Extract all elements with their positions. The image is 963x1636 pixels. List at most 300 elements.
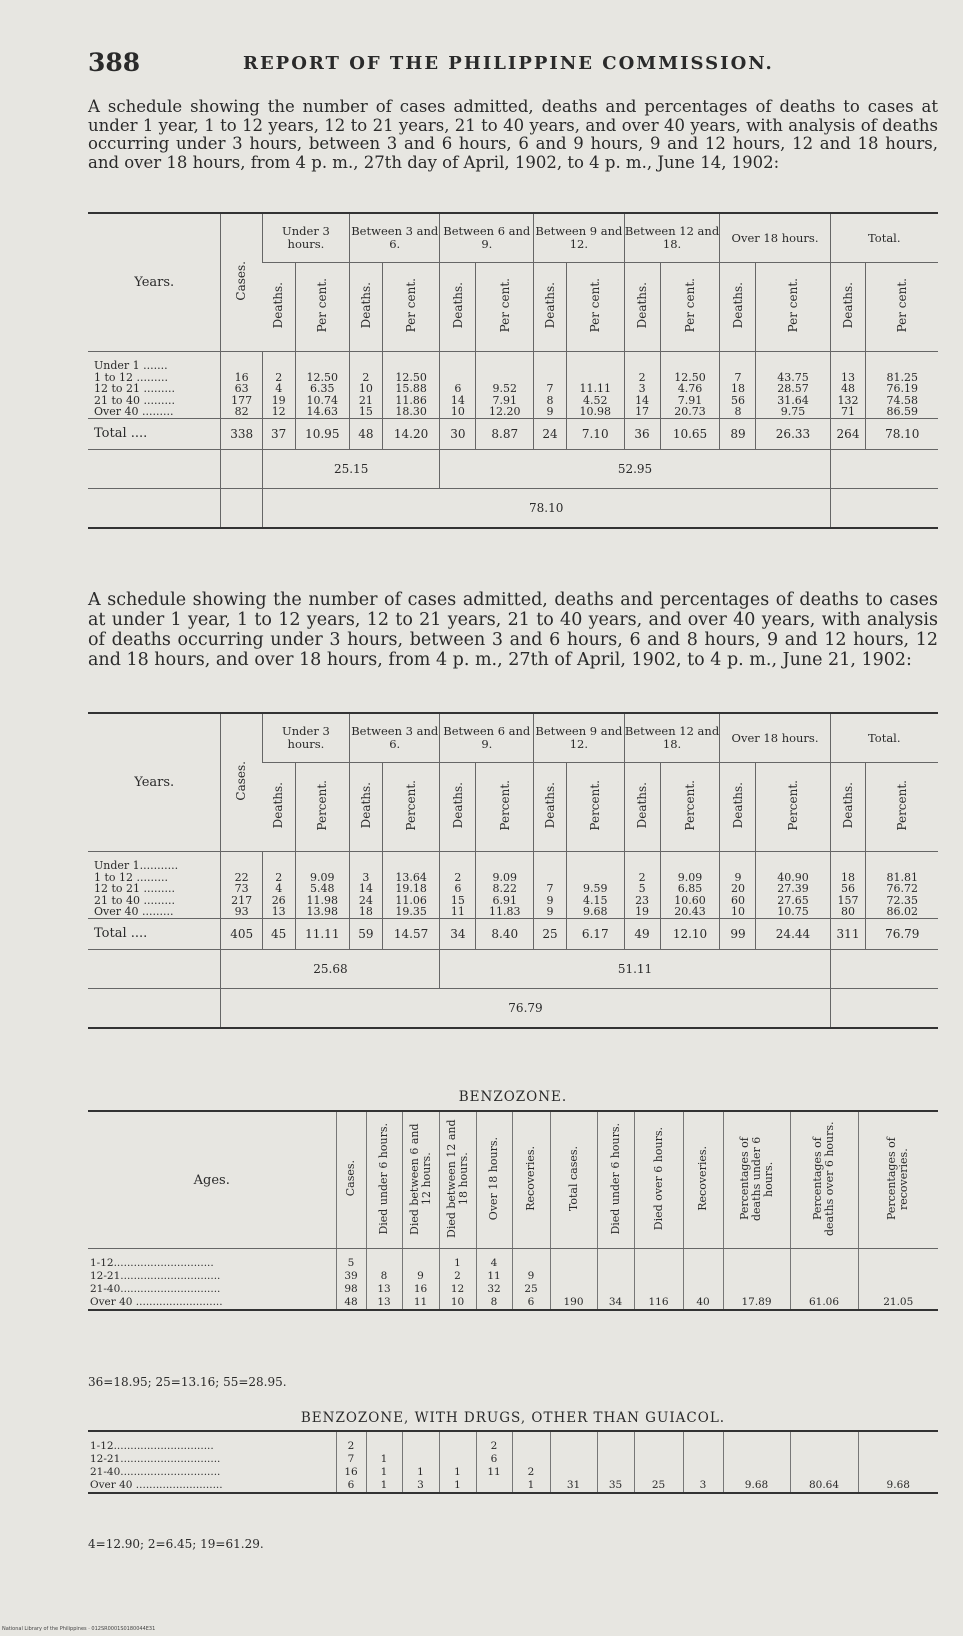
data-cell: 60 bbox=[730, 893, 745, 907]
data-cell: 73 bbox=[234, 882, 249, 895]
data-cell bbox=[263, 360, 295, 372]
data-column bbox=[756, 358, 830, 418]
data-cell bbox=[683, 1466, 723, 1479]
data-cell: 7 bbox=[336, 1453, 366, 1466]
data-rows bbox=[88, 358, 938, 418]
data-cell: 74.58 bbox=[886, 393, 918, 407]
total-row bbox=[88, 918, 938, 949]
total-cell: 37 bbox=[262, 418, 295, 449]
data-cell bbox=[550, 1257, 597, 1270]
data-cell bbox=[858, 1466, 938, 1479]
data-cell bbox=[476, 360, 533, 372]
data-cell: 71 bbox=[841, 405, 855, 418]
data-cell bbox=[756, 860, 829, 872]
benz-column-header: Died between 12 and 18 hours. bbox=[439, 1111, 476, 1249]
data-cell: 13.98 bbox=[306, 905, 339, 918]
year-label: 12 to 21 ......... bbox=[94, 882, 175, 895]
data-cell: 35 bbox=[597, 1479, 634, 1493]
data-cell: 2 bbox=[476, 1440, 512, 1453]
percent-subheader: Per cent. bbox=[756, 263, 830, 352]
table-row bbox=[88, 1296, 938, 1310]
data-cell: 22 bbox=[234, 870, 249, 884]
data-cell: 13 bbox=[841, 370, 855, 384]
data-cell: 19.18 bbox=[395, 882, 427, 895]
data-cell: 18 bbox=[358, 905, 373, 918]
data-cell: 31 bbox=[550, 1479, 597, 1493]
group-header: Between 9 and 12. bbox=[534, 713, 624, 763]
data-cell: 12.50 bbox=[306, 370, 339, 384]
group-header: Total. bbox=[830, 213, 938, 263]
data-cell: 40.90 bbox=[777, 870, 809, 884]
data-cell: 9 bbox=[546, 893, 554, 907]
data-cell bbox=[402, 1440, 439, 1453]
grand-total-percent: 78.10 bbox=[262, 488, 830, 528]
footer-credit: National Library of the Philippines · 012SR0001S0180044E31 bbox=[2, 1626, 156, 1632]
data-cell: 6.91 bbox=[492, 893, 518, 907]
data-cell: 82 bbox=[234, 405, 249, 418]
data-cell: 3 bbox=[683, 1479, 723, 1493]
percent-subheader: Percent. bbox=[756, 763, 830, 852]
ages-header: Ages. bbox=[88, 1111, 336, 1249]
deaths-subheader: Deaths. bbox=[262, 263, 295, 352]
data-cell: 5 bbox=[638, 882, 646, 895]
data-rows bbox=[88, 858, 938, 918]
data-cell: 86.59 bbox=[886, 405, 918, 418]
data-column bbox=[756, 858, 830, 918]
group-header: Between 6 and 9. bbox=[440, 713, 534, 763]
data-cell: 39 bbox=[336, 1270, 366, 1283]
subtotal-under-6: 25.15 bbox=[262, 449, 440, 488]
data-cell: 34 bbox=[597, 1296, 634, 1310]
data-cell bbox=[550, 1466, 597, 1479]
data-cell: 13 bbox=[366, 1283, 402, 1296]
data-cell: 15 bbox=[450, 893, 465, 907]
total-cell: 311 bbox=[830, 918, 866, 949]
data-cell bbox=[756, 360, 829, 372]
data-cell bbox=[661, 360, 720, 372]
subtotal-over-6: 52.95 bbox=[440, 449, 830, 488]
total-cell: 10.65 bbox=[660, 418, 720, 449]
group-header: Between 12 and 18. bbox=[624, 713, 720, 763]
year-label: 12 to 21 ......... bbox=[94, 382, 175, 395]
group-header: Under 3 hours. bbox=[262, 213, 349, 263]
data-cell bbox=[534, 360, 566, 372]
benz-column-header: Percentages of recoveries. bbox=[858, 1111, 938, 1249]
total-cell: 24.44 bbox=[756, 918, 830, 949]
data-cell bbox=[831, 860, 866, 872]
total-cell: 12.10 bbox=[660, 918, 720, 949]
percent-subheader: Per cent. bbox=[476, 263, 534, 352]
data-cell bbox=[723, 1466, 790, 1479]
data-column bbox=[262, 858, 295, 918]
total-cell: 45 bbox=[262, 918, 295, 949]
data-column bbox=[295, 358, 349, 418]
data-cell bbox=[366, 1257, 402, 1270]
total-cell: 338 bbox=[221, 418, 262, 449]
data-cell bbox=[625, 860, 660, 872]
data-cell bbox=[858, 1453, 938, 1466]
data-cell: 4 bbox=[476, 1257, 512, 1270]
data-cell: 9.09 bbox=[492, 870, 518, 884]
data-cell: 98 bbox=[336, 1283, 366, 1296]
data-cell: 28.57 bbox=[777, 382, 809, 395]
data-cell bbox=[296, 360, 349, 372]
data-cell: 14.63 bbox=[306, 405, 339, 418]
years-header: Years. bbox=[88, 213, 221, 352]
data-cell: 10 bbox=[450, 405, 465, 418]
group-header: Between 9 and 12. bbox=[534, 213, 624, 263]
data-cell bbox=[634, 1440, 683, 1453]
data-cell bbox=[720, 360, 755, 372]
year-label: 21 to 40 ......... bbox=[94, 893, 175, 907]
data-cell: 177 bbox=[231, 393, 253, 407]
data-cell: 14 bbox=[635, 393, 650, 407]
data-cell: 9.68 bbox=[858, 1479, 938, 1493]
data-column bbox=[624, 358, 660, 418]
data-cell: 6 bbox=[512, 1296, 550, 1310]
data-cell bbox=[683, 1257, 723, 1270]
data-cell bbox=[720, 860, 755, 872]
data-cell bbox=[366, 1440, 402, 1453]
age-label: 12-21.............................. bbox=[90, 1453, 221, 1465]
data-cell bbox=[263, 860, 295, 872]
data-cell: 7 bbox=[734, 370, 742, 384]
table-row bbox=[88, 1283, 938, 1296]
group-header: Under 3 hours. bbox=[262, 713, 349, 763]
total-cell: 24 bbox=[534, 418, 567, 449]
total-cell: 26.33 bbox=[756, 418, 830, 449]
data-cell: 9.68 bbox=[723, 1479, 790, 1493]
subtotal-under-6: 25.68 bbox=[221, 949, 440, 988]
data-cell: 9.52 bbox=[492, 382, 518, 395]
total-cell: 25 bbox=[534, 918, 567, 949]
percent-subheader: Per cent. bbox=[566, 263, 624, 352]
data-cell: 15.88 bbox=[395, 382, 427, 395]
data-cell: 9 bbox=[512, 1270, 550, 1283]
data-cell: 9 bbox=[546, 405, 554, 418]
data-cell bbox=[597, 1466, 634, 1479]
data-column bbox=[382, 858, 440, 918]
data-cell bbox=[476, 860, 533, 872]
data-cell: 4.15 bbox=[582, 893, 608, 907]
benz-column-header: Percentages of deaths under 6 hours. bbox=[723, 1111, 790, 1249]
data-cell: 132 bbox=[837, 393, 859, 407]
data-cell: 56 bbox=[730, 393, 745, 407]
data-cell bbox=[296, 860, 349, 872]
data-column bbox=[660, 858, 720, 918]
total-cell: 264 bbox=[830, 418, 866, 449]
data-cell bbox=[350, 860, 382, 872]
data-cell: 8.22 bbox=[492, 882, 518, 895]
total-cell: 11.11 bbox=[295, 918, 349, 949]
data-cell: 7.91 bbox=[492, 393, 518, 407]
percent-subheader: Percent. bbox=[476, 763, 534, 852]
data-cell: 32 bbox=[476, 1283, 512, 1296]
data-cell bbox=[550, 1283, 597, 1296]
data-cell bbox=[350, 360, 382, 372]
benzozone-title: BENZOZONE. bbox=[458, 1089, 568, 1105]
data-column bbox=[350, 858, 383, 918]
deaths-subheader: Deaths. bbox=[830, 263, 866, 352]
data-column bbox=[660, 358, 720, 418]
data-cell bbox=[634, 1270, 683, 1283]
data-cell: 10.75 bbox=[777, 905, 809, 918]
year-label: Under 1........... bbox=[94, 859, 179, 872]
data-cell: 8 bbox=[366, 1270, 402, 1283]
data-column bbox=[566, 858, 624, 918]
data-cell: 2 bbox=[638, 370, 646, 384]
percent-subheader: Percent. bbox=[866, 763, 938, 852]
deaths-subheader: Deaths. bbox=[720, 763, 756, 852]
data-cell: 8 bbox=[476, 1296, 512, 1310]
total-cell: 48 bbox=[350, 418, 383, 449]
data-cell: 40 bbox=[683, 1296, 723, 1310]
total-cell: 59 bbox=[350, 918, 383, 949]
data-cell: 15 bbox=[358, 405, 373, 418]
data-cell: 9 bbox=[546, 905, 554, 918]
data-cell bbox=[383, 860, 440, 872]
year-label: 21 to 40 ......... bbox=[94, 393, 175, 407]
data-cell: 20.73 bbox=[674, 405, 706, 418]
data-cell: 20.43 bbox=[674, 905, 706, 918]
data-cell: 2 bbox=[454, 870, 462, 884]
data-cell bbox=[550, 1453, 597, 1466]
data-cell: 48 bbox=[336, 1296, 366, 1310]
total-cell: 14.57 bbox=[382, 918, 440, 949]
percent-subheader: Per cent. bbox=[295, 263, 349, 352]
percent-subheader: Per cent. bbox=[866, 263, 938, 352]
data-column bbox=[295, 858, 349, 918]
data-cell bbox=[534, 860, 566, 872]
data-cell bbox=[221, 360, 261, 372]
data-cell: 10 bbox=[358, 382, 373, 395]
total-cell: 30 bbox=[440, 418, 476, 449]
benzozone-note: 36=18.95; 25=13.16; 55=28.95. bbox=[88, 1375, 287, 1389]
data-cell: 11.06 bbox=[395, 893, 427, 907]
total-cell: 99 bbox=[720, 918, 756, 949]
data-cell bbox=[597, 1270, 634, 1283]
table-row bbox=[88, 1440, 938, 1453]
data-cell bbox=[723, 1453, 790, 1466]
table-row bbox=[88, 1453, 938, 1466]
data-cell bbox=[866, 360, 938, 372]
data-cell: 8 bbox=[546, 393, 554, 407]
group-header: Between 3 and 6. bbox=[350, 213, 440, 263]
year-label: Over 40 ......... bbox=[94, 905, 174, 918]
data-cell: 116 bbox=[634, 1296, 683, 1310]
data-cell bbox=[683, 1440, 723, 1453]
data-column bbox=[262, 358, 295, 418]
data-column bbox=[476, 858, 534, 918]
age-label: 12-21.............................. bbox=[90, 1270, 221, 1282]
data-cell bbox=[858, 1440, 938, 1453]
data-cell bbox=[440, 360, 475, 372]
data-cell: 16 bbox=[336, 1466, 366, 1479]
data-cell: 61.06 bbox=[790, 1296, 858, 1310]
deaths-subheader: Deaths. bbox=[720, 263, 756, 352]
data-cell: 1 bbox=[439, 1466, 476, 1479]
data-cell: 11 bbox=[450, 905, 465, 918]
data-column bbox=[866, 858, 938, 918]
schedule2-caption: A schedule showing the number of cases admitted, deaths and percentages of deaths to cases at under 1 year, 1 to 12 years, 12 to 21 years, 21 to 40 years, and over 40 years, with analysis of deaths occurring under 3 hours, between 3 and 6 hours, 6 and 8 hours, 9 and 12 hours, 12 and 18 hours, and over 18 hours, from 4 p. m., 27th of April, 1902, to 4 p. m., June 21, 1902: bbox=[88, 590, 938, 670]
data-cell: 2 bbox=[275, 370, 283, 384]
cases-header: Cases. bbox=[221, 213, 262, 352]
data-cell: 7 bbox=[546, 382, 554, 395]
data-cell: 80 bbox=[841, 905, 855, 918]
years-header: Years. bbox=[88, 713, 221, 852]
data-cell: 27.65 bbox=[777, 893, 809, 907]
data-column bbox=[440, 858, 476, 918]
data-cell bbox=[683, 1283, 723, 1296]
year-labels bbox=[88, 358, 221, 418]
year-label: Over 40 ......... bbox=[94, 405, 174, 418]
data-cell: 9.59 bbox=[582, 882, 608, 895]
data-cell bbox=[439, 1453, 476, 1466]
data-cell bbox=[858, 1283, 938, 1296]
data-cell: 1 bbox=[402, 1466, 439, 1479]
data-cell: 10 bbox=[439, 1296, 476, 1310]
data-cell: 76.72 bbox=[886, 882, 918, 895]
data-column bbox=[534, 358, 567, 418]
table-row bbox=[88, 1257, 938, 1270]
data-cell: 27.39 bbox=[777, 882, 809, 895]
data-cell bbox=[723, 1440, 790, 1453]
data-cell bbox=[634, 1453, 683, 1466]
data-cell bbox=[661, 860, 720, 872]
data-cell: 6 bbox=[336, 1479, 366, 1493]
data-cell bbox=[790, 1257, 858, 1270]
data-cell bbox=[790, 1270, 858, 1283]
total-cell: 49 bbox=[624, 918, 660, 949]
data-cell bbox=[831, 360, 866, 372]
total-cell: 89 bbox=[720, 418, 756, 449]
data-cell: 11 bbox=[402, 1296, 439, 1310]
percent-subheader: Percent. bbox=[566, 763, 624, 852]
data-cell bbox=[221, 860, 261, 872]
benzozone-drugs-table bbox=[88, 1430, 938, 1494]
data-cell bbox=[402, 1453, 439, 1466]
data-cell: 48 bbox=[841, 382, 855, 395]
data-cell: 6.85 bbox=[677, 882, 703, 895]
benzozone-drugs-title: BENZOZONE, WITH DRUGS, OTHER THAN GUIACOL. bbox=[300, 1410, 726, 1426]
data-cell: 6.35 bbox=[310, 382, 335, 395]
data-cell bbox=[790, 1466, 858, 1479]
data-cell: 12.50 bbox=[674, 370, 706, 384]
group-header: Over 18 hours. bbox=[720, 213, 830, 263]
data-column bbox=[221, 358, 262, 418]
deaths-subheader: Deaths. bbox=[350, 263, 383, 352]
group-header: Between 3 and 6. bbox=[350, 713, 440, 763]
data-cell: 21.05 bbox=[858, 1296, 938, 1310]
data-cell: 9.09 bbox=[677, 870, 703, 884]
data-column bbox=[720, 858, 756, 918]
data-cell: 10.74 bbox=[306, 393, 339, 407]
data-cell bbox=[512, 1453, 550, 1466]
benz-column-header: Total cases. bbox=[550, 1111, 597, 1249]
year-label: 1 to 12 ......... bbox=[94, 870, 168, 884]
data-cell: 93 bbox=[234, 905, 249, 918]
data-cell: 1 bbox=[366, 1453, 402, 1466]
data-cell: 3 bbox=[362, 870, 370, 884]
page-number: 388 bbox=[88, 48, 141, 77]
data-cell: 1 bbox=[512, 1479, 550, 1493]
data-cell bbox=[550, 1440, 597, 1453]
table-row bbox=[88, 1270, 938, 1283]
data-cell: 5 bbox=[336, 1257, 366, 1270]
benz-column-header: Cases. bbox=[336, 1111, 366, 1249]
data-cell: 23 bbox=[635, 893, 650, 907]
data-cell bbox=[567, 860, 624, 872]
data-cell: 7.91 bbox=[677, 393, 703, 407]
data-cell: 12.50 bbox=[395, 370, 427, 384]
data-cell: 2 bbox=[638, 870, 646, 884]
data-column bbox=[221, 858, 262, 918]
data-cell: 19 bbox=[271, 393, 286, 407]
schedule2-table bbox=[88, 712, 938, 1029]
age-label: Over 40 .......................... bbox=[88, 1479, 336, 1493]
data-column bbox=[566, 358, 624, 418]
data-cell: 13 bbox=[366, 1296, 402, 1310]
data-cell: 31.64 bbox=[777, 393, 809, 407]
data-cell: 4.76 bbox=[677, 382, 703, 395]
data-cell: 9.68 bbox=[582, 905, 608, 918]
data-cell: 1 bbox=[439, 1257, 476, 1270]
age-label: 21-40.............................. bbox=[90, 1466, 221, 1478]
data-cell: 18 bbox=[841, 870, 855, 884]
total-label: Total .... bbox=[88, 918, 221, 949]
data-column bbox=[830, 858, 866, 918]
data-cell: 6 bbox=[454, 882, 462, 895]
data-cell bbox=[597, 1440, 634, 1453]
data-cell: 81.25 bbox=[886, 370, 918, 384]
data-cell: 63 bbox=[234, 382, 249, 395]
data-cell bbox=[683, 1270, 723, 1283]
data-cell bbox=[858, 1270, 938, 1283]
data-cell: 2 bbox=[362, 370, 370, 384]
total-cell: 14.20 bbox=[382, 418, 440, 449]
data-column bbox=[382, 358, 440, 418]
total-cell: 8.40 bbox=[476, 918, 534, 949]
data-cell bbox=[439, 1440, 476, 1453]
data-cell bbox=[790, 1440, 858, 1453]
schedule1-table bbox=[88, 212, 938, 529]
data-cell bbox=[597, 1257, 634, 1270]
data-cell: 86.02 bbox=[886, 905, 918, 918]
data-cell: 43.75 bbox=[777, 370, 809, 384]
data-cell: 25 bbox=[512, 1283, 550, 1296]
year-label: 1 to 12 ......... bbox=[94, 370, 168, 384]
data-cell: 12 bbox=[271, 405, 286, 418]
total-cell: 76.79 bbox=[866, 918, 938, 949]
data-cell bbox=[550, 1270, 597, 1283]
data-cell: 10 bbox=[730, 905, 745, 918]
age-label: 1-12.............................. bbox=[90, 1440, 214, 1452]
data-cell bbox=[383, 360, 440, 372]
percent-subheader: Percent. bbox=[382, 763, 440, 852]
benz-header-row bbox=[88, 1111, 938, 1249]
page-header bbox=[88, 48, 938, 84]
data-cell: 56 bbox=[841, 882, 855, 895]
data-column bbox=[476, 358, 534, 418]
data-cell: 3 bbox=[638, 382, 646, 395]
data-cell: 9.09 bbox=[310, 870, 335, 884]
data-cell bbox=[476, 1479, 512, 1493]
data-cell: 190 bbox=[550, 1296, 597, 1310]
data-cell: 217 bbox=[231, 893, 253, 907]
data-column bbox=[624, 858, 660, 918]
report-title: REPORT OF THE PHILIPPINE COMMISSION. bbox=[243, 53, 774, 74]
total-cell: 7.10 bbox=[566, 418, 624, 449]
